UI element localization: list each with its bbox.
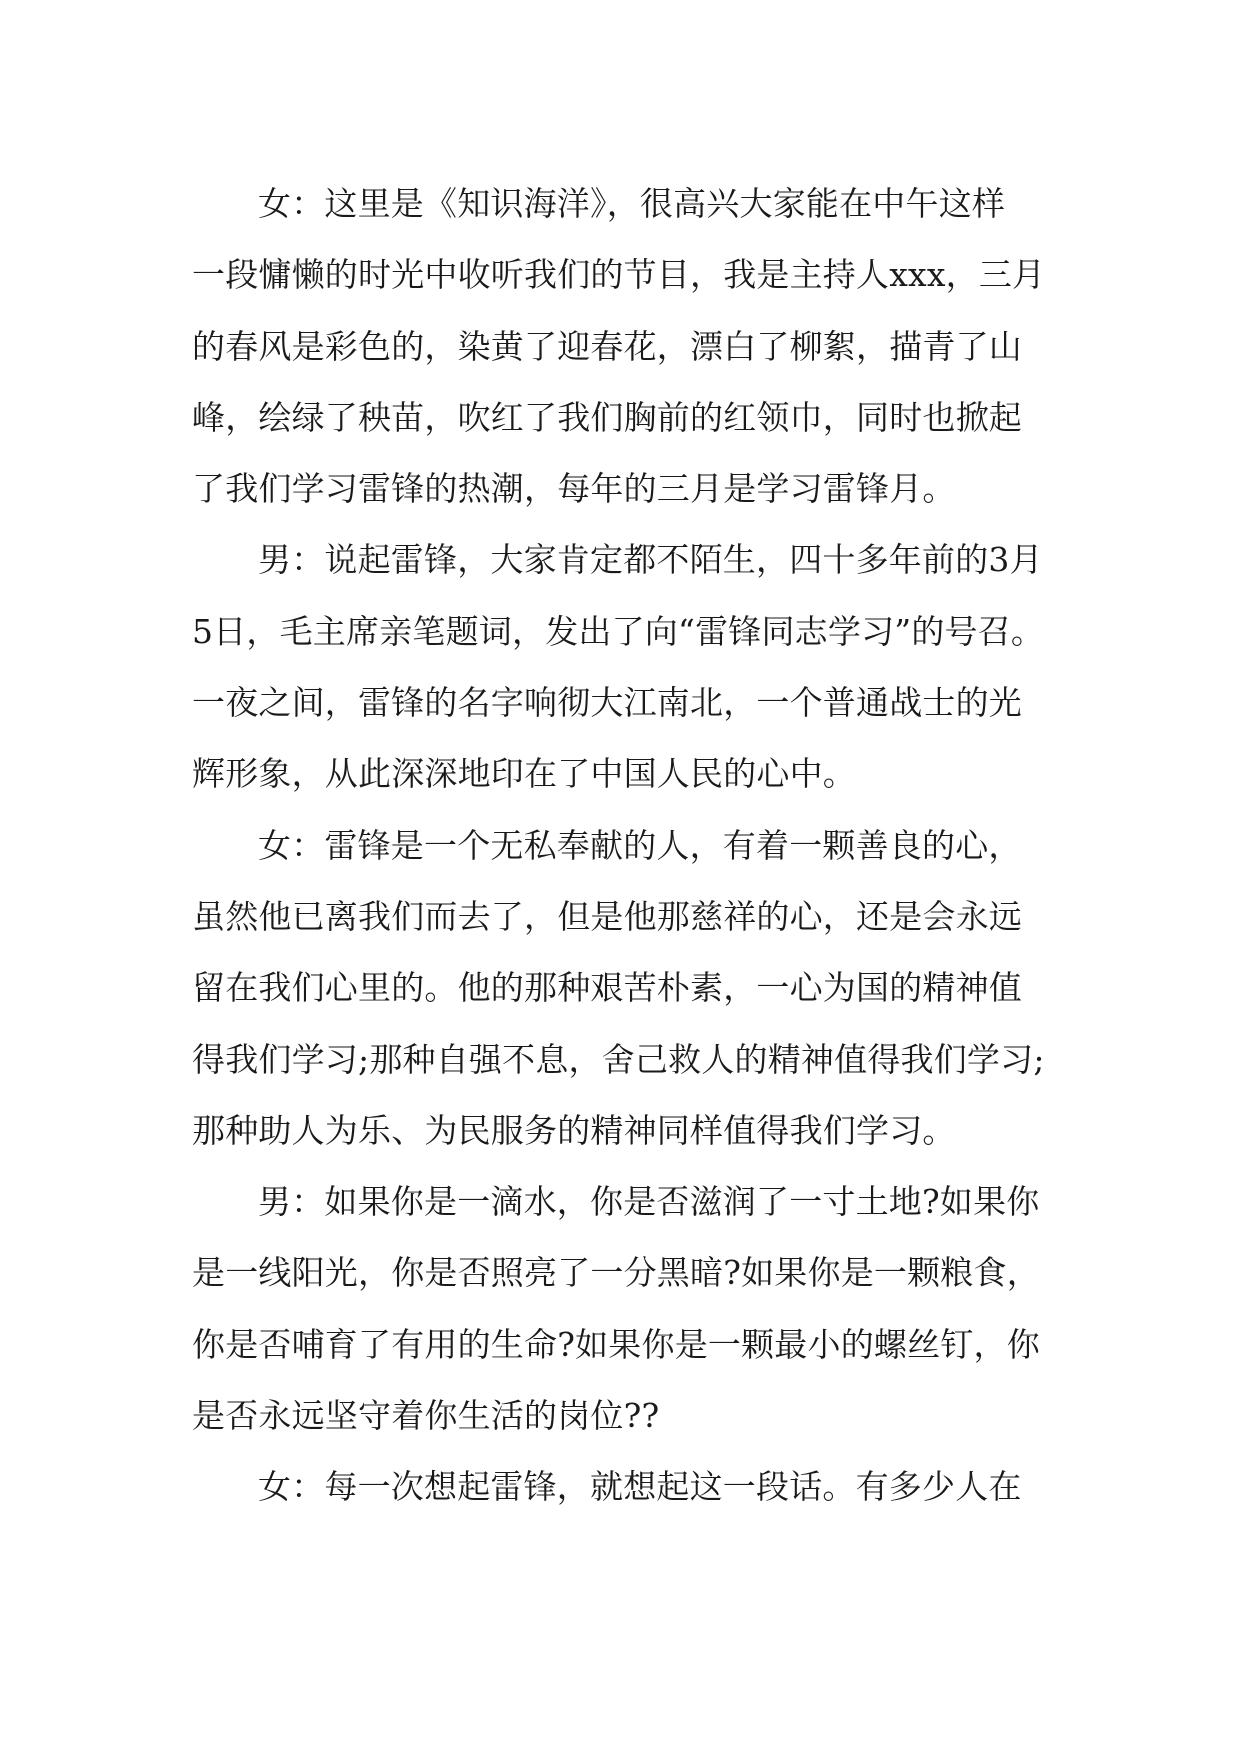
paragraph-line: 的春风是彩色的，染黄了迎春花，漂白了柳絮，描青了山 bbox=[192, 326, 1022, 366]
paragraph-line: 5日，毛主席亲笔题词，发出了向“雷锋同志学习”的号召。 bbox=[192, 611, 1045, 651]
paragraph-line: 女：每一次想起雷锋，就想起这一段话。有多少人在 bbox=[258, 1467, 1022, 1507]
paragraph-line: 男：说起雷锋，大家肯定都不陌生，四十多年前的3月 bbox=[258, 540, 1043, 580]
paragraph-line: 辉形象，从此深深地印在了中国人民的心中。 bbox=[192, 754, 856, 794]
document-body bbox=[192, 168, 1072, 1523]
paragraph-line: 是否永远坚守着你生活的岗位?? bbox=[192, 1396, 660, 1436]
paragraph-line: 峰，绘绿了秧苗，吹红了我们胸前的红领巾，同时也掀起 bbox=[192, 397, 1022, 437]
paragraph-line: 男：如果你是一滴水，你是否滋润了一寸土地?如果你 bbox=[258, 1182, 1040, 1222]
paragraph-line: 了我们学习雷锋的热潮，每年的三月是学习雷锋月。 bbox=[192, 469, 956, 509]
paragraph-line: 女：这里是《知识海洋》，很高兴大家能在中午这样 bbox=[258, 184, 1006, 223]
paragraph-line: 一段慵懒的时光中收听我们的节目，我是主持人xxx，三月 bbox=[192, 255, 1046, 295]
paragraph-line: 女：雷锋是一个无私奉献的人，有着一颗善良的心， bbox=[258, 825, 1022, 865]
paragraph-line: 你是否哺育了有用的生命?如果你是一颗最小的螺丝钉，你 bbox=[192, 1324, 1040, 1364]
paragraph-line: 虽然他已离我们而去了，但是他那慈祥的心，还是会永远 bbox=[192, 896, 1022, 936]
paragraph-line: 得我们学习;那种自强不息，舍己救人的精神值得我们学习; bbox=[192, 1039, 1045, 1079]
paragraph-line: 留在我们心里的。他的那种艰苦朴素，一心为国的精神值 bbox=[192, 968, 1022, 1008]
paragraph-line: 一夜之间，雷锋的名字响彻大江南北，一个普通战士的光 bbox=[192, 683, 1022, 723]
paragraph-line: 是一线阳光，你是否照亮了一分黑暗?如果你是一颗粮食， bbox=[192, 1253, 1040, 1293]
paragraph-line: 那种助人为乐、为民服务的精神同样值得我们学习。 bbox=[192, 1110, 956, 1150]
